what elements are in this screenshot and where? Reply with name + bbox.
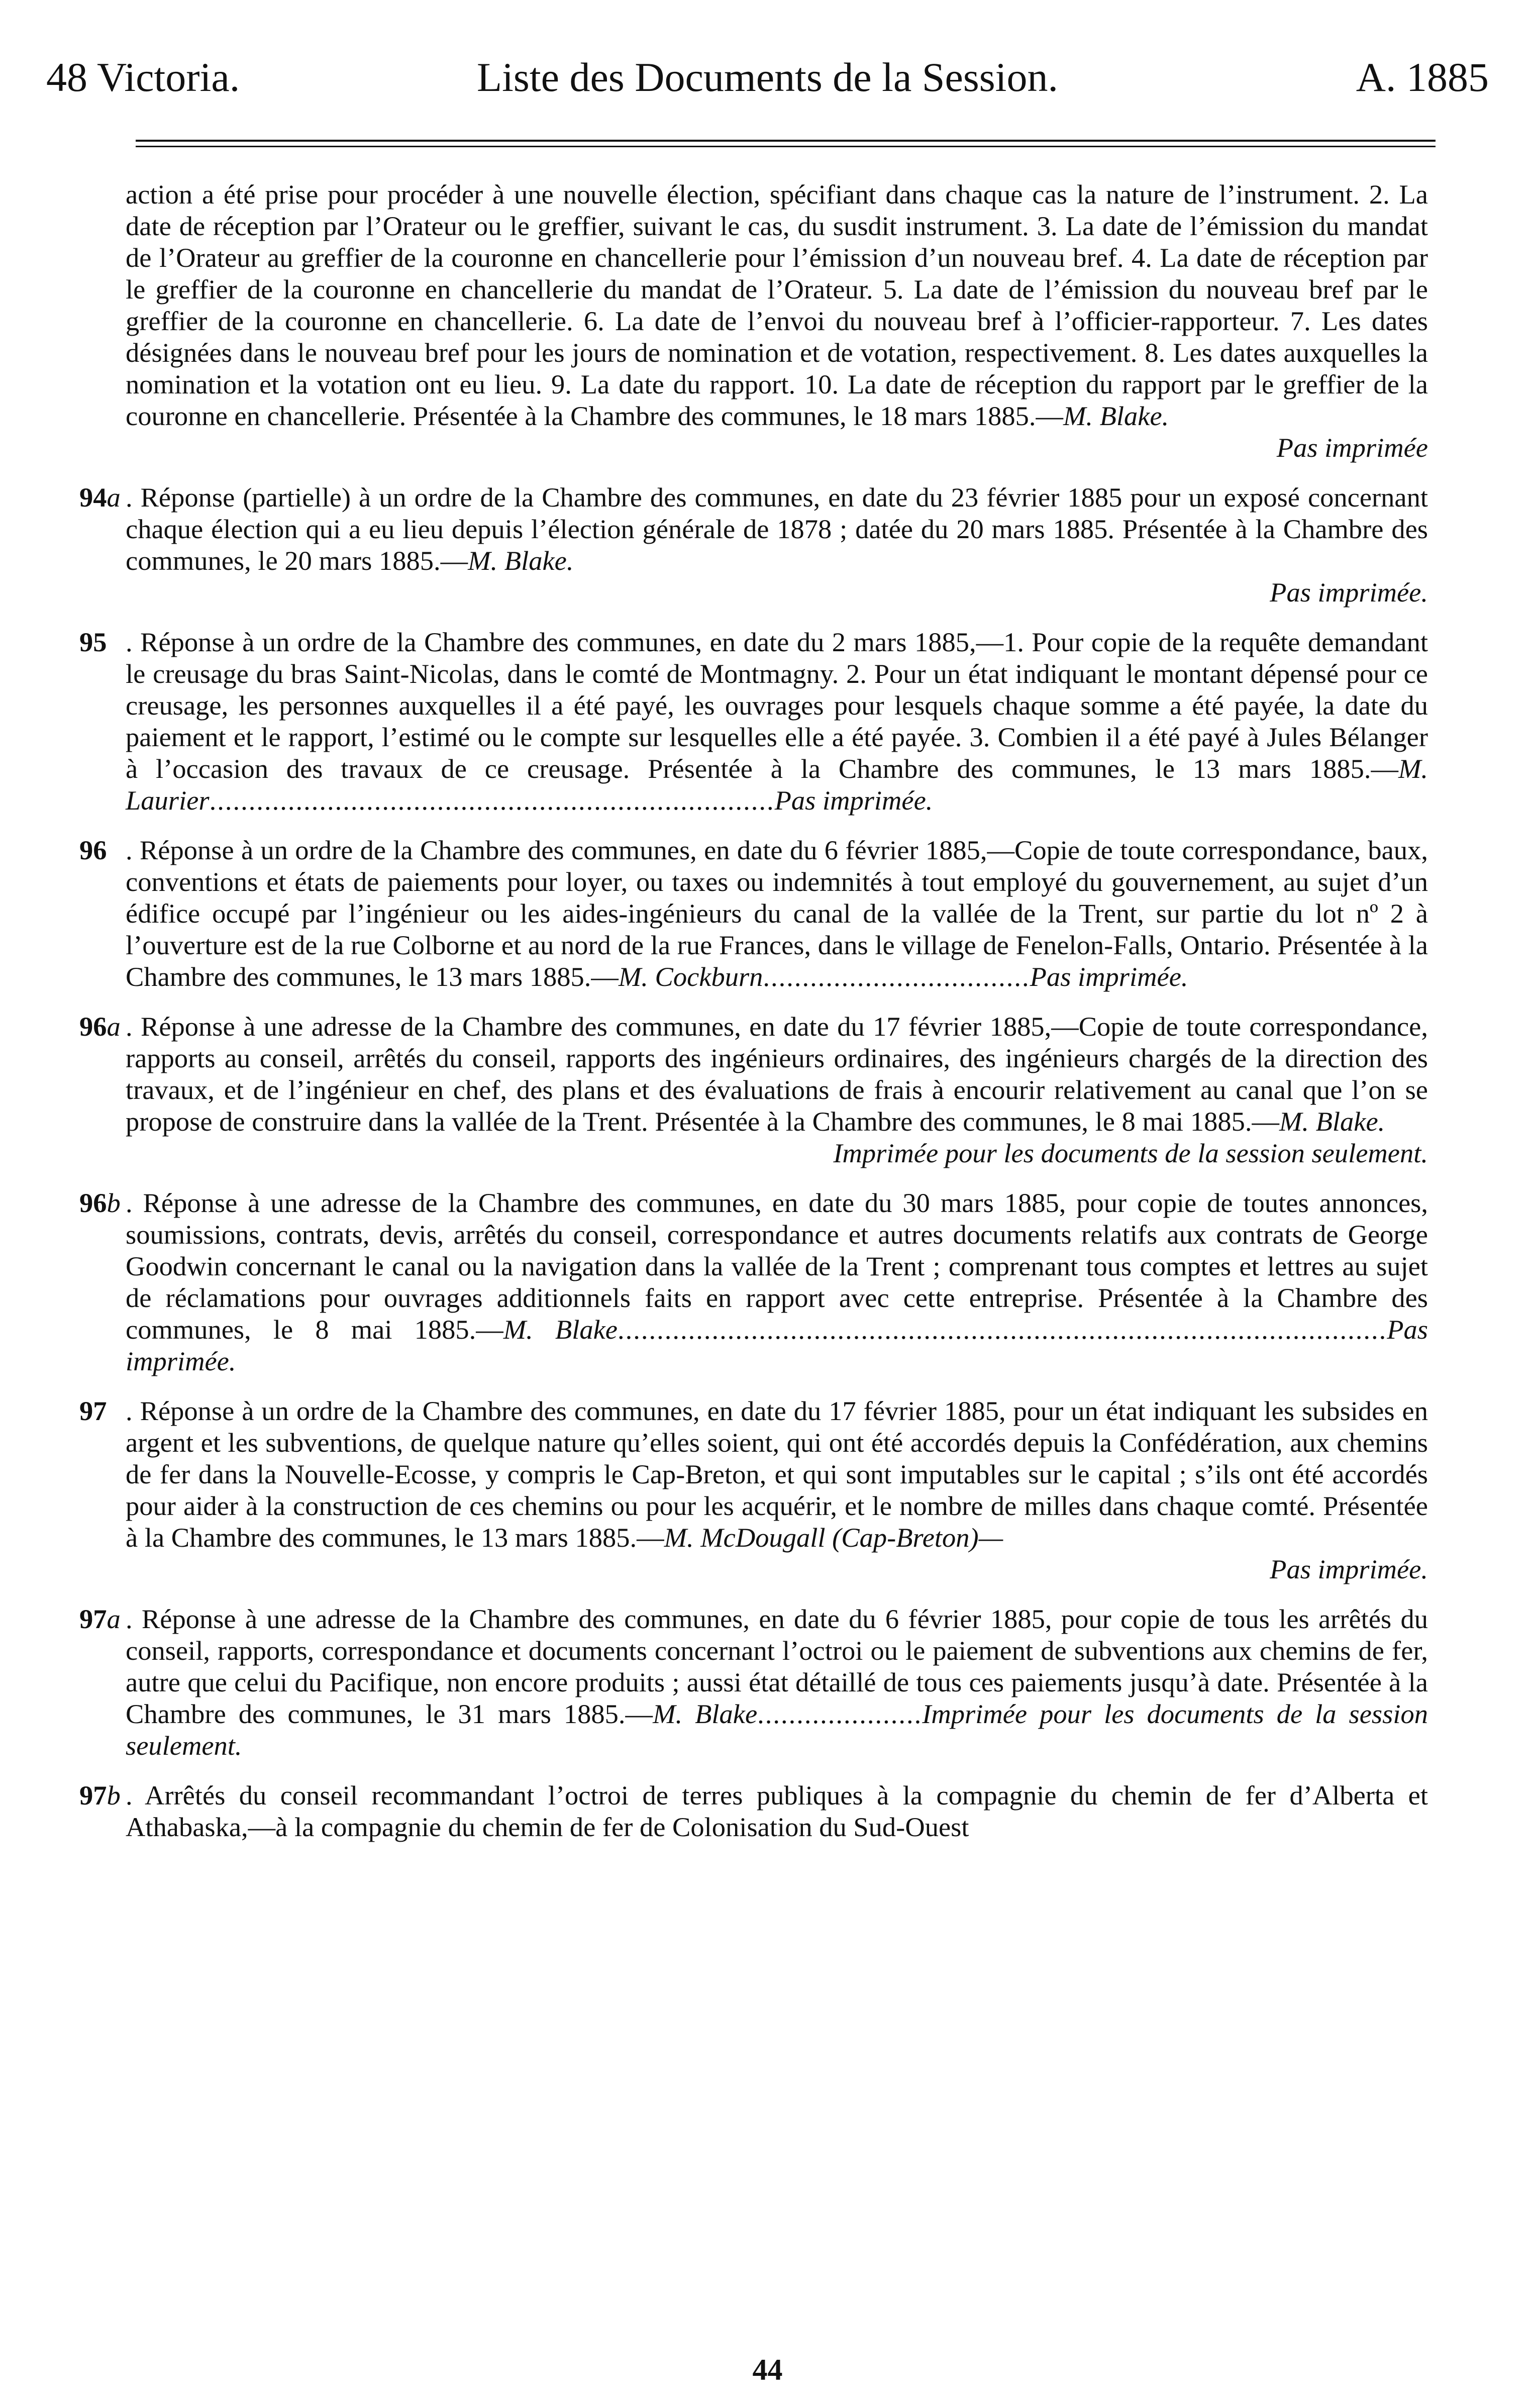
leader-dots: .................................................................................................. (618, 1314, 1387, 1345)
entry-number: 97a (79, 1603, 121, 1634)
entry-attribution: M. Blake (503, 1314, 618, 1345)
entry-attribution: M. Blake (653, 1698, 758, 1729)
header-session: 48 Victoria. (46, 54, 240, 100)
entry-attribution: M. McDougall (Cap-Breton)— (664, 1522, 1003, 1553)
entry-number: 97 (79, 1395, 107, 1426)
entry-number: 96b (79, 1187, 121, 1218)
entry-number: 96a (79, 1011, 121, 1042)
entry-97a (79, 1603, 1428, 1761)
continuation-attribution: M. Blake. (1063, 400, 1169, 431)
entry-attribution: M. Blake. (468, 545, 574, 576)
entry-96a (79, 1011, 1428, 1137)
header-title: Liste des Documents de la Session. (477, 54, 1058, 100)
entry-text: . Réponse à un ordre de la Chambre des communes, en date du 17 février 1885, pour un état indiquant les subsides en argent et les subventions, de quelque nature qu’elles soient, qui ont été accordés depuis la Confédération, aux chemins de fer dans la Nouvelle-Ecosse, y compris le Cap-Breton, et qui sont imputables sur le capital ; s’ils ont été accordés pour aider à la construction de ces chemins ou pour les acquérir, et le nombre de milles dans chaque comté. Présentée à la Chambre des communes, le 13 mars 1885.— (126, 1395, 1428, 1553)
entry-text: . Réponse à une adresse de la Chambre des communes, en date du 30 mars 1885, pour copie de toutes annonces, soumissions, contrats, devis, arrêtés du conseil, correspondance et autres documents relatifs aux contrats de George Goodwin concernant le canal ou la navigation dans la vallée de la Trent ; comprenant tous comptes et lettres au sujet de réclamations pour ouvrages additionnels faits en rapport avec cette entreprise. Présentée à la Chambre des communes, le 8 mai 1885.— (126, 1187, 1428, 1345)
entry-attribution: M. Laurier (126, 753, 1428, 816)
entry-text: . Réponse à un ordre de la Chambre des communes, en date du 2 mars 1885,—1. Pour copie de la requête demandant le creusage du bras Saint-Nicolas, dans le comté de Montmagny. 2. Pour un état indiquant le montant dépensé pour ce creusage, les personnes auxquelles il a été payé, les ouvrages pour lesquels chaque somme a été payée, la date du paiement et le rapport, l’estimé ou le compte sur lesquelles elle a été payée. 3. Combien il a été payé à Jules Bélanger à l’occasion des travaux de ce creusage. Présentée à la Chambre des communes, le 13 mars 1885.— (126, 627, 1428, 784)
leader-dots: ........................................................................ (209, 785, 775, 816)
entry-number: 94a (79, 482, 121, 513)
entry-status: Pas imprimée. (1030, 961, 1188, 992)
entry-97b (79, 1779, 1428, 1843)
entry-status: Pas imprimée. (126, 1314, 1428, 1376)
header-rule-thin (136, 146, 1436, 147)
entry-95 (79, 626, 1428, 816)
entry-number: 95 (79, 627, 107, 657)
running-header (46, 52, 1489, 103)
entry-status: Pas imprimée. (1270, 577, 1428, 608)
entry-status: Pas imprimée. (774, 785, 933, 816)
entry-96b (79, 1187, 1428, 1377)
entry-status: Pas imprimée. (1270, 1554, 1428, 1584)
document-body (79, 178, 1428, 1843)
continuation-paragraph (126, 178, 1428, 432)
entry-96 (79, 834, 1428, 992)
leader-dots: ..................... (757, 1698, 923, 1729)
entry-number: 96 (79, 835, 107, 865)
page-number: 44 (752, 2353, 783, 2386)
entry-status: Imprimée pour les documents de la session seulement. (126, 1698, 1428, 1761)
header-rule-thick (136, 140, 1436, 142)
entry-text: . Réponse à une adresse de la Chambre des communes, en date du 6 février 1885, pour copie de tous les arrêtés du conseil, rapports, correspondance et documents concernant l’octroi ou le paiement de subventions aux chemins de fer, autre que celui du Pacifique, non encore produits ; aussi état détaillé de tous ces paiements jusqu’à date. Présentée à la Chambre des communes, le 31 mars 1885.— (126, 1603, 1428, 1729)
entry-attribution: M. Blake. (1279, 1106, 1385, 1137)
header-year: A. 1885 (1356, 54, 1489, 100)
entry-text: . Réponse à une adresse de la Chambre des communes, en date du 17 février 1885,—Copie de toute correspondance, rapports au conseil, arrêtés du conseil, rapports des ingénieurs ordinaires, des ingénieurs chargés de la direction des travaux, et de l’ingénieur en chef, des plans et des évaluations de frais à encourir relativement au canal que l’on se propose de construire dans la vallée de la Trent. Présentée à la Chambre des communes, le 8 mai 1885.— (126, 1011, 1428, 1137)
continuation-text: action a été prise pour procéder à une nouvelle élection, spécifiant dans chaque cas la nature de l’instrument. 2. La date de réception par l’Orateur ou le greffier, suivant le cas, du susdit instrument. 3. La date de l’émission du mandat de l’Orateur au greffier de la couronne en chancellerie pour l’émission d’un nouveau bref. 4. La date de réception par le greffier de la couronne en chancellerie du mandat de l’Orateur. 5. La date de l’émission du nouveau bref par le greffier de la couronne en chancellerie. 6. La date de l’envoi du nouveau bref à l’officier-rapporteur. 7. Les dates désignées dans le nouveau bref pour les jours de nomination et de votation, respectivement. 8. Les dates auxquelles la nomination et la votation ont eu lieu. 9. La date du rapport. 10. La date de réception du rapport par le greffier de la couronne en chancellerie. Présentée à la Chambre des communes, le 18 mars 1885.— (126, 179, 1428, 431)
entry-text: . Réponse (partielle) à un ordre de la Chambre des communes, en date du 23 février 1885 pour un exposé concernant chaque élection qui a eu lieu depuis l’élection générale de 1878 ; datée du 20 mars 1885. Présentée à la Chambre des communes, le 20 mars 1885.— (126, 482, 1428, 576)
entry-94a (79, 481, 1428, 576)
entry-status: Imprimée pour les documents de la session seulement. (833, 1138, 1428, 1168)
entry-attribution: M. Cockburn (618, 961, 763, 992)
entry-97 (79, 1395, 1428, 1553)
leader-dots: .................................. (763, 961, 1030, 992)
entry-text: . Arrêtés du conseil recommandant l’octroi de terres publiques à la compagnie du chemin de fer d’Alberta et Athabaska,—à la compagnie du chemin de fer de Colonisation du Sud-Ouest (126, 1780, 1428, 1842)
continuation-status: Pas imprimée (1276, 432, 1428, 463)
entry-number: 97b (79, 1780, 121, 1811)
entry-text: . Réponse à un ordre de la Chambre des communes, en date du 6 février 1885,—Copie de toute correspondance, baux, conventions et états de paiements pour loyer, ou taxes ou indemnités à tout employé du gouvernement, au sujet d’un édifice occupé par l’ingénieur ou les aides-ingénieurs du canal de la vallée de la Trent, sur partie du lot nº 2 à l’ouverture est de la rue Colborne et au nord de la rue Frances, dans le village de Fenelon-Falls, Ontario. Présentée à la Chambre des communes, le 13 mars 1885.— (126, 835, 1428, 992)
